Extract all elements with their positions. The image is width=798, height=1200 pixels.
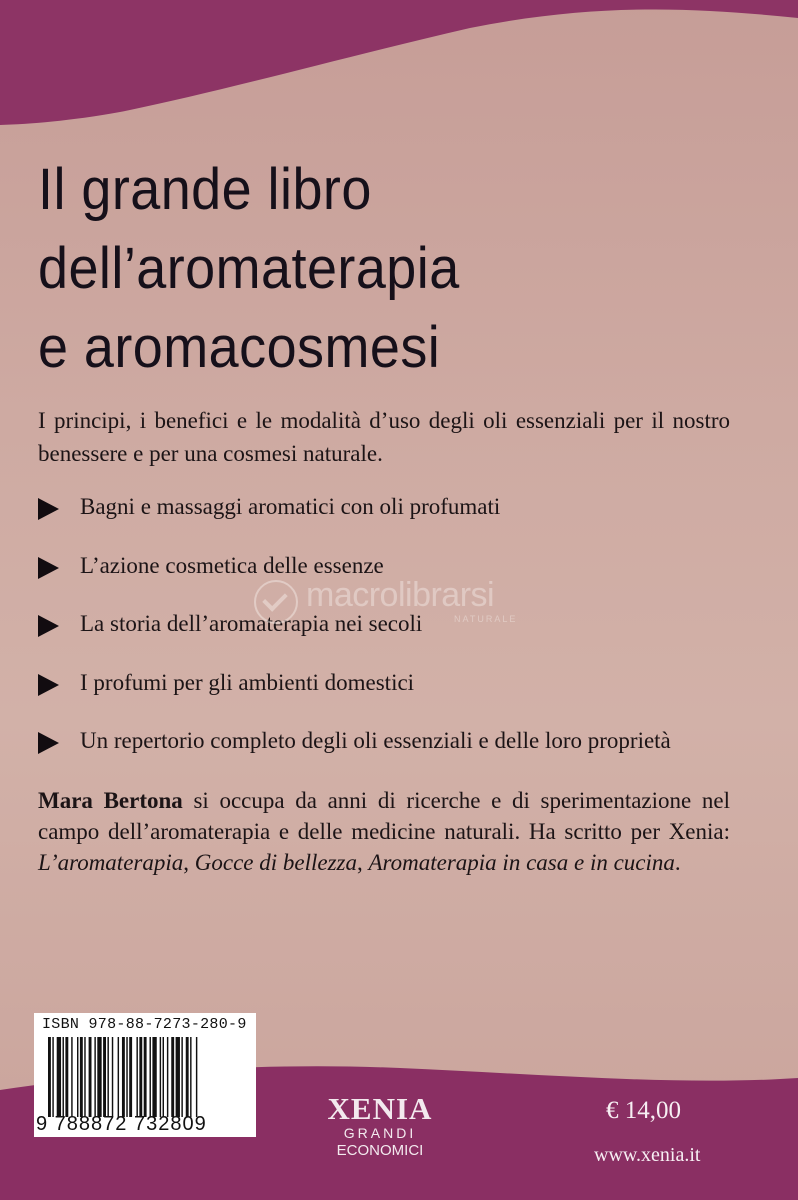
feature-text: La storia dell’aromaterapia nei secoli — [80, 611, 423, 636]
triangle-bullet-icon — [38, 732, 59, 754]
bio-separator: , — [356, 850, 369, 875]
author-bio — [38, 785, 730, 878]
title-line-2: dell’aromaterapia — [38, 236, 460, 301]
publisher-name: XENIA — [327, 1091, 433, 1126]
feature-text: L’azione cosmetica delle essenze — [80, 552, 384, 578]
feature-text: I profumi per gli ambienti domestici — [80, 669, 415, 695]
publisher-logo — [325, 1093, 435, 1159]
book-title — [38, 150, 460, 387]
publisher-series-line-2: ECONOMICI — [336, 1142, 424, 1159]
feature-list — [38, 488, 758, 781]
title-line-1: Il grande libro — [38, 157, 372, 222]
barcode-panel — [34, 1013, 256, 1137]
bio-separator: , — [183, 850, 195, 875]
barcode-icon — [48, 1037, 248, 1117]
title-line-3: e aromacosmesi — [38, 315, 441, 380]
book-title-2: Gocce di bellezza — [194, 850, 357, 875]
intro-paragraph: I principi, i benefici e le modalità d’uso degli oli essenziali per il nostro benessere e per una cosmesi naturale. — [38, 408, 730, 466]
book-title-1: L’aromaterapia — [38, 850, 184, 875]
triangle-bullet-icon — [38, 674, 59, 696]
website-url: www.xenia.it — [594, 1144, 701, 1166]
triangle-bullet-icon — [38, 615, 59, 637]
triangle-bullet-icon — [38, 557, 59, 579]
book-title-3: Aromaterapia in casa e in cucina — [368, 850, 675, 875]
bio-end: . — [674, 850, 681, 875]
barcode-digits: 9 788872 732809 — [36, 1113, 207, 1135]
feature-item — [38, 664, 758, 723]
isbn-label: ISBN 978-88-7273-280-9 — [42, 1016, 247, 1033]
watermark-tagline: NATURALE — [454, 614, 518, 624]
feature-item — [38, 547, 758, 606]
bio-text: si occupa da anni di ricerche e di sperimentazione nel campo dell’aromaterapia e delle medicine naturali. Ha scritto per Xenia: — [38, 788, 730, 844]
watermark-name: macrolibrarsi — [306, 576, 495, 614]
feature-item — [38, 722, 758, 781]
feature-item — [38, 605, 758, 664]
feature-text: Bagni e massaggi aromatici con oli profumati — [80, 494, 501, 519]
author-name: Mara Bertona — [38, 788, 183, 813]
triangle-bullet-icon — [38, 498, 59, 520]
feature-text: Un repertorio completo degli oli essenziali e delle loro proprietà — [80, 728, 671, 753]
price: € 14,00 — [606, 1097, 681, 1124]
top-wave-band — [0, 0, 798, 130]
publisher-series-line-1: GRANDI — [343, 1125, 417, 1141]
feature-item — [38, 488, 758, 547]
